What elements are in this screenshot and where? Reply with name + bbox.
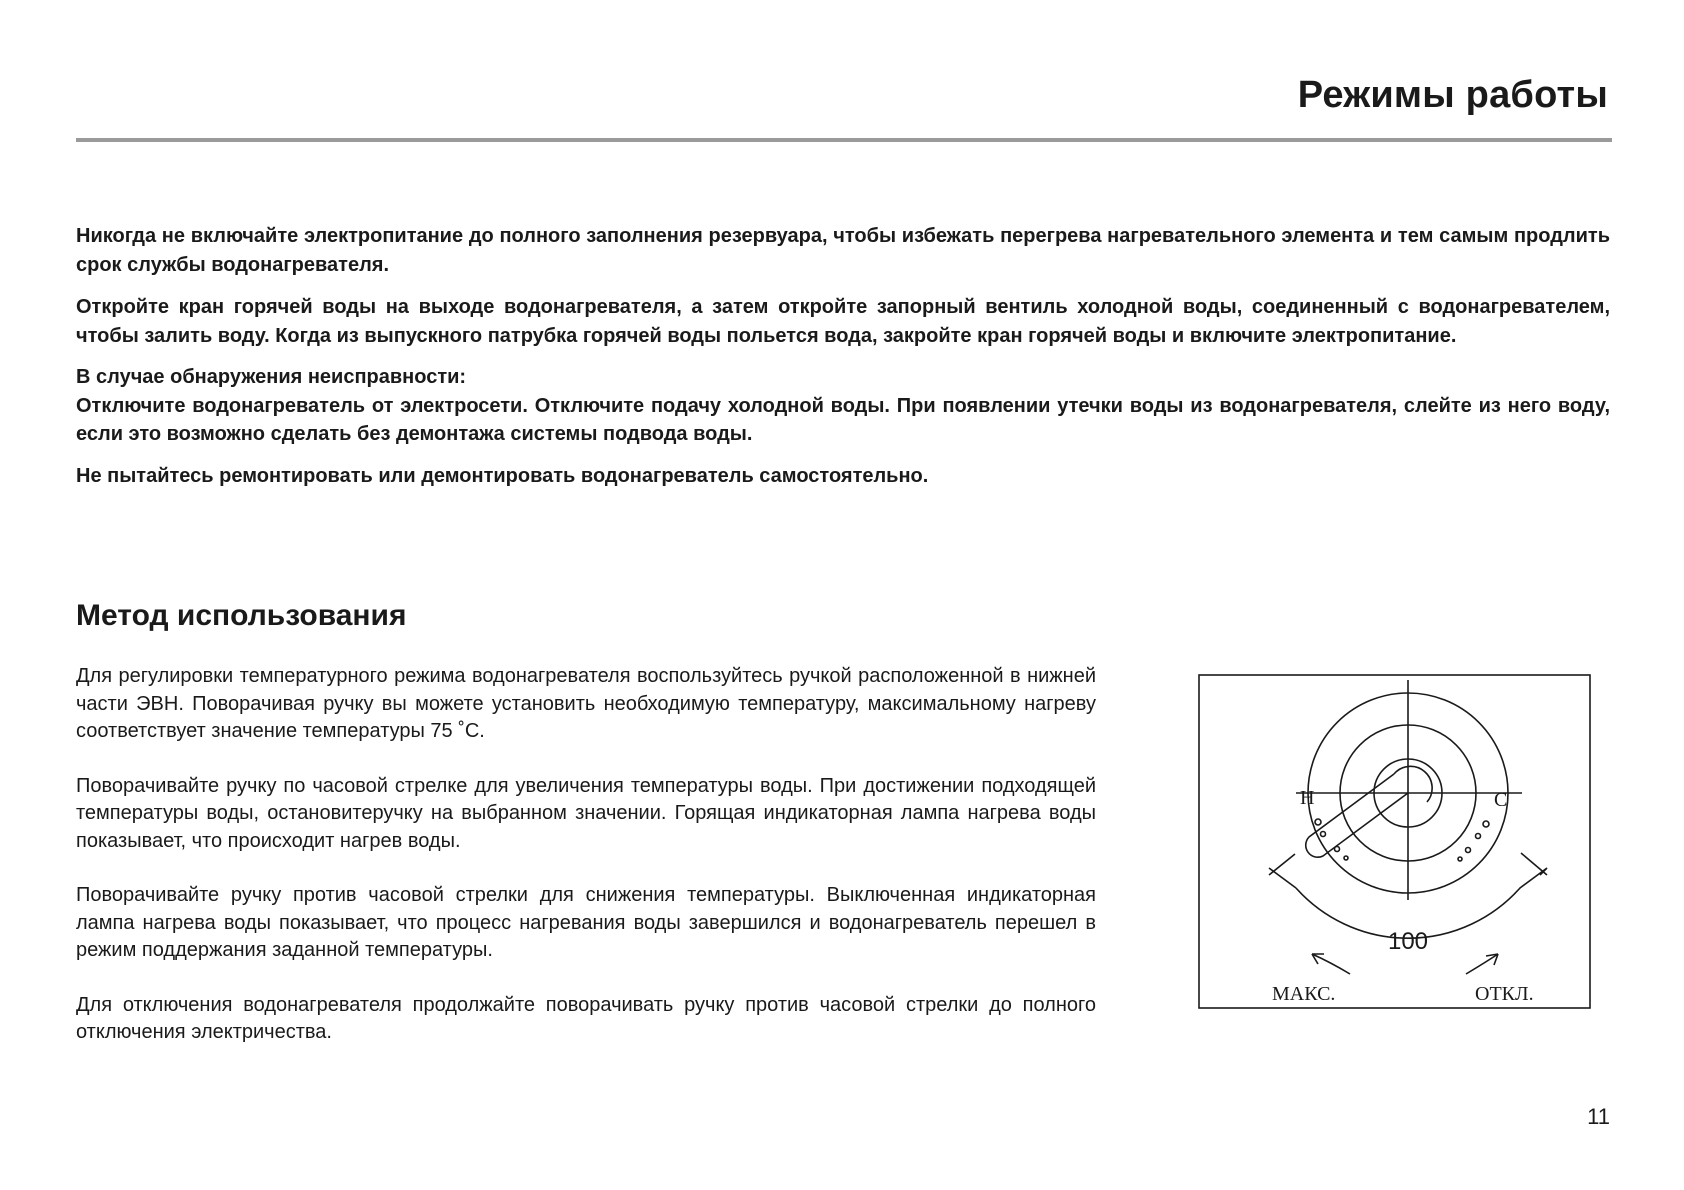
usage-paragraph-3: Поворачивайте ручку против часовой стрелки для снижения температуры. Выключенная индикаторная лампа нагрева воды показывает, что процесс нагревания воды завершился и водонагреватель перешел в режим поддержания заданной температуры.	[76, 884, 1096, 961]
label-off: ОТКЛ.	[1475, 983, 1534, 1005]
warning-paragraph-2: Откройте кран горячей воды на выходе водонагревателя, а затем откройте запорный вентиль холодной воды, соединенный с водонагревателем, чтобы залить воду. Когда из выпускного патрубка горячей воды польется вода, закройте кран горячей воды и включите электропитание.	[76, 296, 1610, 347]
header-divider	[76, 138, 1612, 142]
warning-paragraph-3	[76, 363, 1610, 449]
label-max: МАКС.	[1272, 983, 1336, 1005]
knob-pointer	[1306, 774, 1408, 857]
page-number: 11	[1587, 1104, 1610, 1129]
fault-body: Отключите водонагреватель от электросети. Отключите подачу холодной воды. При появлении утечки воды из водонагревателя, слейте из него воду, если это возможно сделать без демонтажа системы подвода воды.	[76, 394, 1610, 445]
warning-paragraph-4: Не пытайтесь ремонтировать или демонтировать водонагреватель самостоятельно.	[76, 464, 929, 487]
dot-left-1	[1315, 819, 1321, 825]
label-h: Н	[1300, 787, 1315, 809]
diagram-frame	[1199, 675, 1590, 1008]
usage-text	[76, 663, 1096, 1074]
arrow-off	[1466, 954, 1498, 974]
usage-paragraph-1: Для регулировки температурного режима водонагревателя воспользуйтесь ручкой расположенной в нижней части ЭВН. Поворачивая ручку вы можете установить необходимую температуру, максимальному нагреву соответствует значение температуры 75 ˚С.	[76, 665, 1096, 742]
dot-right-1	[1483, 821, 1489, 827]
thermostat-knob-diagram	[1198, 674, 1591, 1009]
fault-heading: В случае обнаружения неисправности:	[76, 366, 467, 388]
label-c: С	[1494, 789, 1508, 811]
section-title: Метод использования	[76, 599, 407, 632]
usage-paragraph-4: Для отключения водонагревателя продолжайте поворачивать ручку против часовой стрелки до полного отключения электричества.	[76, 993, 1096, 1043]
page-title: Режимы работы	[1297, 74, 1608, 116]
knob-value: 100	[1387, 928, 1429, 955]
usage-paragraph-2: Поворачивайте ручку по часовой стрелке для увеличения температуры воды. При достижении подходящей температуры воды, остановитеручку на выбранном значении. Горящая индикаторная лампа нагрева воды показывает, что происходит нагрев воды.	[76, 774, 1096, 852]
warnings-block	[76, 222, 1610, 504]
warning-paragraph-1: Никогда не включайте электропитание до полного заполнения резервуара, чтобы избежать перегрева нагревательного элемента и тем самым продлить срок службы водонагревателя.	[76, 225, 1610, 276]
